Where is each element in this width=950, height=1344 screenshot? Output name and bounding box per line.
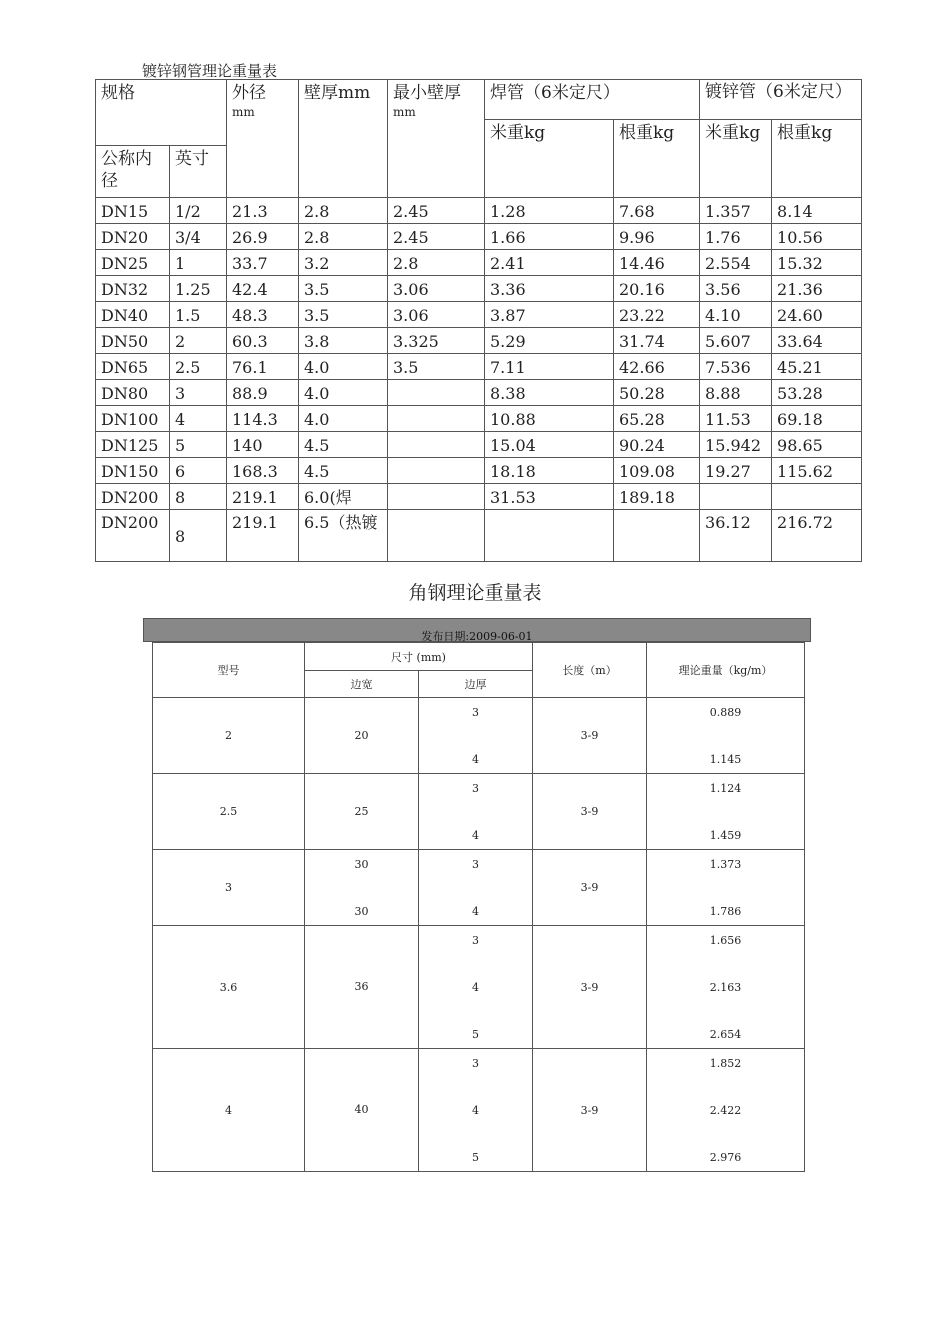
angle-thickness-value: 5 <box>472 1151 479 1164</box>
pipe-cell: 1.28 <box>485 198 614 224</box>
angle-length: 3-9 <box>533 850 647 926</box>
pipe-cell: 7.536 <box>700 354 772 380</box>
table-row <box>96 458 862 484</box>
pipe-cell <box>772 484 862 510</box>
pipe-cell: 1.76 <box>700 224 772 250</box>
pipe-cell: 8.38 <box>485 380 614 406</box>
pipe-cell: 5 <box>170 432 227 458</box>
pipe-cell: 2.45 <box>388 198 485 224</box>
pipe-cell: 6.5（热镀 <box>299 510 388 562</box>
pipe-cell: 1.357 <box>700 198 772 224</box>
angle-weight-value: 1.145 <box>709 753 742 766</box>
pipe-cell: 4.10 <box>700 302 772 328</box>
pipe-cell: 10.56 <box>772 224 862 250</box>
pipe-cell: 3.06 <box>388 276 485 302</box>
pipe-cell: DN200 <box>96 510 170 562</box>
angle-thickness-value: 3 <box>472 706 479 719</box>
pipe-cell: DN40 <box>96 302 170 328</box>
angle-thickness-value: 3 <box>472 1057 479 1070</box>
pipe-cell: 42.66 <box>614 354 700 380</box>
pipe-cell: 18.18 <box>485 458 614 484</box>
pipe-cell: 53.28 <box>772 380 862 406</box>
pipe-cell: 3.36 <box>485 276 614 302</box>
angle-weight-value: 1.852 <box>709 1057 742 1070</box>
header-welded-pipe: 焊管（6米定尺） <box>485 80 700 120</box>
pipe-cell: 4.0 <box>299 406 388 432</box>
pipe-cell: DN80 <box>96 380 170 406</box>
header-galv-piece-weight: 根重kg <box>772 120 862 198</box>
angle-weight-value: 0.889 <box>709 706 742 719</box>
angle-weight-value: 2.422 <box>709 1104 742 1117</box>
header-width: 边宽 <box>305 671 419 698</box>
pipe-cell <box>614 510 700 562</box>
angle-width-value: 40 <box>354 1103 369 1116</box>
pipe-cell: 114.3 <box>227 406 299 432</box>
pipe-rows <box>96 198 862 510</box>
pipe-cell: 69.18 <box>772 406 862 432</box>
table-row <box>96 380 862 406</box>
pipe-cell: 2.45 <box>388 224 485 250</box>
pipe-cell: 3.87 <box>485 302 614 328</box>
angle-weight-value: 1.124 <box>709 782 742 795</box>
pipe-cell: 7.68 <box>614 198 700 224</box>
angle-thickness-value: 4 <box>472 829 479 842</box>
pipe-cell: 10.88 <box>485 406 614 432</box>
angle-model: 3 <box>153 850 305 926</box>
header-od: 外径 mm <box>227 80 299 198</box>
table-row <box>96 406 862 432</box>
table-row <box>96 328 862 354</box>
pipe-cell: 4.5 <box>299 432 388 458</box>
pipe-cell: 98.65 <box>772 432 862 458</box>
pipe-cell: 90.24 <box>614 432 700 458</box>
pipe-cell: 1.66 <box>485 224 614 250</box>
pipe-cell: 31.53 <box>485 484 614 510</box>
pipe-cell: 50.28 <box>614 380 700 406</box>
pipe-cell: 4.5 <box>299 458 388 484</box>
angle-weight-value: 1.459 <box>709 829 742 842</box>
angle-width-value: 36 <box>354 980 369 993</box>
pipe-cell: 2.8 <box>299 198 388 224</box>
angle-thickness-value: 4 <box>472 981 479 994</box>
pipe-cell: 11.53 <box>700 406 772 432</box>
pipe-cell: 42.4 <box>227 276 299 302</box>
table-row <box>96 276 862 302</box>
pipe-cell: 33.7 <box>227 250 299 276</box>
header-weld-meter-weight: 米重kg <box>485 120 614 198</box>
pipe-cell: 19.27 <box>700 458 772 484</box>
angle-weight-value: 2.654 <box>709 1028 742 1041</box>
angle-thickness <box>419 698 533 774</box>
pipe-cell: 4 <box>170 406 227 432</box>
pipe-cell: 15.32 <box>772 250 862 276</box>
pipe-cell: 3.56 <box>700 276 772 302</box>
table-row <box>96 354 862 380</box>
angle-weight-value: 1.786 <box>709 905 742 918</box>
header-wall: 壁厚mm <box>299 80 388 198</box>
pipe-cell: 3.5 <box>299 276 388 302</box>
header-thickness: 边厚 <box>419 671 533 698</box>
pipe-cell <box>388 484 485 510</box>
angle-width <box>305 774 419 850</box>
pipe-cell <box>700 484 772 510</box>
pipe-cell: 219.1 <box>227 510 299 562</box>
pipe-cell: 2 <box>170 328 227 354</box>
table-row <box>96 198 862 224</box>
pipe-cell: 31.74 <box>614 328 700 354</box>
pipe-cell: 4.0 <box>299 380 388 406</box>
angle-weight <box>647 1049 805 1172</box>
header-inch: 英寸 <box>170 146 227 198</box>
angle-weight <box>647 774 805 850</box>
angle-model: 2 <box>153 698 305 774</box>
table-row <box>96 484 862 510</box>
header-length: 长度（m） <box>533 643 647 698</box>
pipe-cell: 8 <box>170 510 227 562</box>
pipe-weight-table <box>95 79 862 562</box>
pipe-cell: 26.9 <box>227 224 299 250</box>
pipe-cell: 65.28 <box>614 406 700 432</box>
angle-length: 3-9 <box>533 1049 647 1172</box>
angle-thickness-value: 4 <box>472 905 479 918</box>
angle-thickness <box>419 850 533 926</box>
pipe-cell: DN150 <box>96 458 170 484</box>
pipe-cell: 7.11 <box>485 354 614 380</box>
angle-model: 2.5 <box>153 774 305 850</box>
header-model: 型号 <box>153 643 305 698</box>
pipe-cell: DN125 <box>96 432 170 458</box>
table-row <box>153 850 805 926</box>
angle-thickness <box>419 926 533 1049</box>
angle-width-value: 25 <box>354 804 369 818</box>
table-row <box>153 926 805 1049</box>
pipe-cell: 24.60 <box>772 302 862 328</box>
angle-thickness <box>419 774 533 850</box>
pipe-cell: DN20 <box>96 224 170 250</box>
table-row <box>153 1049 805 1172</box>
pipe-cell: 115.62 <box>772 458 862 484</box>
pipe-cell: 5.29 <box>485 328 614 354</box>
pipe-cell: 1 <box>170 250 227 276</box>
pipe-cell: 5.607 <box>700 328 772 354</box>
pipe-cell: 36.12 <box>700 510 772 562</box>
pipe-cell: DN100 <box>96 406 170 432</box>
pipe-cell: 2.41 <box>485 250 614 276</box>
pipe-cell: 3.5 <box>299 302 388 328</box>
pipe-cell: DN32 <box>96 276 170 302</box>
pipe-cell: 88.9 <box>227 380 299 406</box>
pipe-cell: DN15 <box>96 198 170 224</box>
angle-length: 3-9 <box>533 698 647 774</box>
angle-weight <box>647 850 805 926</box>
pipe-cell: 3.2 <box>299 250 388 276</box>
pipe-cell: DN25 <box>96 250 170 276</box>
pipe-cell: 1/2 <box>170 198 227 224</box>
pipe-cell: 3.8 <box>299 328 388 354</box>
pipe-cell <box>388 510 485 562</box>
angle-weight <box>647 698 805 774</box>
angle-width-value: 30 <box>354 905 369 918</box>
pipe-cell: 219.1 <box>227 484 299 510</box>
angle-length: 3-9 <box>533 774 647 850</box>
pipe-cell: 23.22 <box>614 302 700 328</box>
angle-steel-table <box>152 642 805 1172</box>
pipe-cell: 2.5 <box>170 354 227 380</box>
angle-thickness-value: 3 <box>472 858 479 871</box>
table-row <box>96 432 862 458</box>
angle-width-value: 20 <box>354 728 369 742</box>
angle-weight-value: 2.976 <box>709 1151 742 1164</box>
table-row <box>153 774 805 850</box>
angle-width <box>305 850 419 926</box>
angle-width <box>305 698 419 774</box>
pipe-cell: 6 <box>170 458 227 484</box>
pipe-cell <box>388 432 485 458</box>
table-row <box>153 698 805 774</box>
angle-thickness <box>419 1049 533 1172</box>
header-size: 尺寸 (mm) <box>305 643 533 671</box>
pipe-cell: 4.0 <box>299 354 388 380</box>
pipe-cell: 76.1 <box>227 354 299 380</box>
pipe-table-title: 镀锌钢管理论重量表 <box>142 62 278 80</box>
pipe-cell: 20.16 <box>614 276 700 302</box>
pipe-cell: 8 <box>170 484 227 510</box>
pipe-cell: 8.14 <box>772 198 862 224</box>
header-min-wall: 最小壁厚 mm <box>388 80 485 198</box>
angle-weight-value: 1.656 <box>709 934 742 947</box>
pipe-cell: 3.06 <box>388 302 485 328</box>
pipe-cell <box>388 458 485 484</box>
pipe-cell: 45.21 <box>772 354 862 380</box>
pipe-cell: 6.0(焊 <box>299 484 388 510</box>
angle-thickness-value: 3 <box>472 782 479 795</box>
header-nominal-dn: 公称内径 <box>96 146 170 198</box>
pipe-cell: 3 <box>170 380 227 406</box>
pipe-cell: 15.04 <box>485 432 614 458</box>
pipe-cell: 21.3 <box>227 198 299 224</box>
header-weight: 理论重量（kg/m） <box>647 643 805 698</box>
pipe-cell: 14.46 <box>614 250 700 276</box>
pipe-cell: 1.25 <box>170 276 227 302</box>
pipe-cell: 3.5 <box>388 354 485 380</box>
pipe-cell: 2.554 <box>700 250 772 276</box>
pipe-cell: 9.96 <box>614 224 700 250</box>
pipe-cell <box>388 380 485 406</box>
angle-model: 3.6 <box>153 926 305 1049</box>
pipe-cell: 216.72 <box>772 510 862 562</box>
table-row <box>96 224 862 250</box>
pipe-cell: 1.5 <box>170 302 227 328</box>
angle-table-title: 角钢理论重量表 <box>408 582 542 604</box>
angle-thickness-value: 4 <box>472 753 479 766</box>
pipe-cell: 140 <box>227 432 299 458</box>
angle-rows <box>153 698 805 1172</box>
angle-weight-value: 1.373 <box>709 858 742 871</box>
pipe-cell: 109.08 <box>614 458 700 484</box>
angle-weight <box>647 926 805 1049</box>
pipe-cell: 3/4 <box>170 224 227 250</box>
pipe-cell: 21.36 <box>772 276 862 302</box>
angle-thickness-value: 3 <box>472 934 479 947</box>
pipe-cell: 33.64 <box>772 328 862 354</box>
header-galv-meter-weight: 米重kg <box>700 120 772 198</box>
pipe-cell: 15.942 <box>700 432 772 458</box>
pipe-cell <box>388 406 485 432</box>
pipe-cell: 2.8 <box>299 224 388 250</box>
pipe-cell: DN65 <box>96 354 170 380</box>
header-spec: 规格 <box>96 80 227 146</box>
angle-width <box>305 1049 419 1172</box>
pipe-cell <box>485 510 614 562</box>
pipe-cell: 2.8 <box>388 250 485 276</box>
angle-model: 4 <box>153 1049 305 1172</box>
pipe-cell: 48.3 <box>227 302 299 328</box>
angle-thickness-value: 4 <box>472 1104 479 1117</box>
angle-weight-value: 2.163 <box>709 981 742 994</box>
header-weld-piece-weight: 根重kg <box>614 120 700 198</box>
pipe-cell: 60.3 <box>227 328 299 354</box>
header-galvanized-pipe: 镀锌管（6米定尺） <box>700 80 862 120</box>
pipe-cell: DN50 <box>96 328 170 354</box>
angle-thickness-value: 5 <box>472 1028 479 1041</box>
pipe-cell: DN200 <box>96 484 170 510</box>
angle-width-value: 30 <box>354 858 369 871</box>
publish-date: 发布日期:2009-06-01 <box>421 630 533 643</box>
pipe-cell: 3.325 <box>388 328 485 354</box>
pipe-cell: 8.88 <box>700 380 772 406</box>
table-row <box>96 302 862 328</box>
pipe-cell: 189.18 <box>614 484 700 510</box>
angle-width <box>305 926 419 1049</box>
publish-date-bar <box>143 618 811 642</box>
angle-length: 3-9 <box>533 926 647 1049</box>
table-row <box>96 250 862 276</box>
pipe-cell: 168.3 <box>227 458 299 484</box>
